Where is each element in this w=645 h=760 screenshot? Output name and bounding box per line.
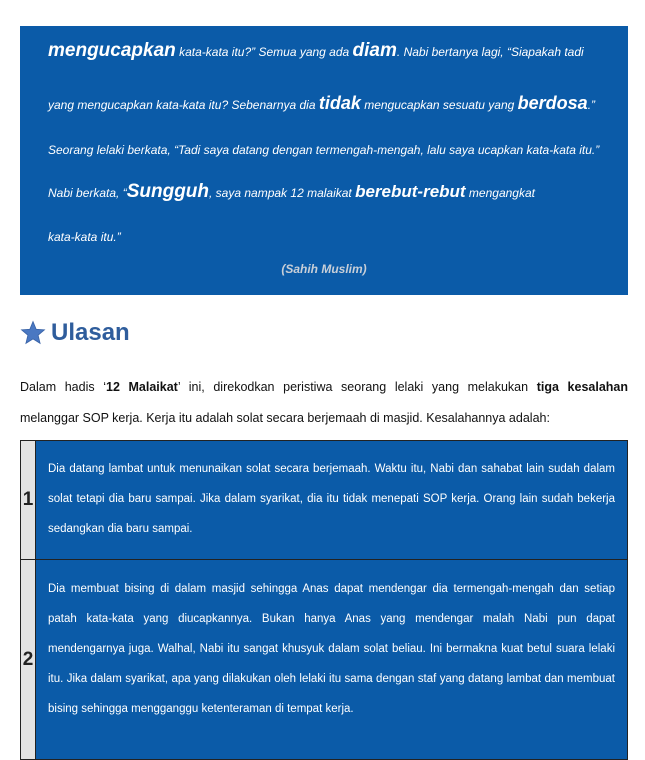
quote-text: . Nabi bertanya lagi, “Siapakah tadi	[396, 45, 584, 59]
intro-line	[20, 372, 628, 403]
quote-source: (Sahih Muslim)	[281, 262, 367, 276]
quote-emphasis: Sungguh	[126, 181, 210, 202]
intro-bold: 12 Malaikat	[106, 380, 178, 394]
intro-line: melanggar SOP kerja. Kerja itu adalah solat secara berjemaah di masjid. Kesalahannya adalah:	[20, 411, 550, 425]
quote-line	[48, 40, 584, 61]
quote-text: .”	[587, 98, 596, 112]
intro-text: ’ ini, direkodkan peristiwa seorang lelaki yang melakukan	[177, 380, 537, 394]
intro-text: Dalam hadis ‘	[20, 380, 106, 394]
quote-line	[48, 95, 595, 113]
quote-emphasis: tidak	[318, 93, 361, 113]
hadith-quote-box	[20, 26, 628, 295]
quote-emphasis: diam	[352, 40, 397, 61]
item-number: 2	[21, 560, 36, 759]
quote-emphasis: berebut-rebut	[355, 182, 466, 201]
list-item	[20, 441, 628, 560]
list-item	[20, 560, 628, 760]
quote-line: kata-kata itu.”	[48, 230, 121, 244]
quote-line: Seorang lelaki berkata, “Tadi saya datang dengan termengah-mengah, lalu saya ucapkan kata-kata itu.”	[48, 143, 600, 157]
section-heading	[20, 316, 130, 350]
quote-text: mengangkat	[465, 186, 535, 200]
intro-paragraph	[20, 372, 628, 434]
intro-bold: tiga kesalahan	[536, 380, 628, 394]
quote-text: Nabi berkata, “	[48, 186, 127, 200]
section-title: Ulasan	[51, 319, 130, 346]
quote-emphasis: mengucapkan	[48, 40, 176, 61]
quote-text: kata-kata itu?” Semua yang ada	[175, 45, 353, 59]
item-number: 1	[21, 441, 36, 559]
quote-text: yang mengucapkan kata-kata itu? Sebenarnya dia	[48, 98, 319, 112]
quote-emphasis: berdosa	[517, 93, 588, 113]
quote-text: mengucapkan sesuatu yang	[360, 98, 518, 112]
item-text: Dia membuat bising di dalam masjid sehingga Anas dapat mendengar dia termengah-mengah dan setiap patah kata-kata yang diucapkannya. Bukan hanya Anas yang mendengar malah Nabi pun dapat mendengarnya juga. Walhal, Nabi itu sangat khusyuk dalam solat beliau. Ini bermakna kuat betul suara lelaki itu. Jika dalam syarikat, apa yang dilakukan oleh lelaki itu sama dengan staf yang datang lambat dan membuat bising sehingga mengganggu ketenteraman di tempat kerja.	[36, 560, 627, 759]
star-icon	[20, 320, 46, 346]
quote-text: , saya nampak 12 malaikat	[209, 186, 356, 200]
mistakes-list	[20, 440, 628, 760]
item-text: Dia datang lambat untuk menunaikan solat secara berjemaah. Waktu itu, Nabi dan sahabat lain sudah dalam solat tetapi dia baru sampai. Jika dalam syarikat, dia itu tidak menepati SOP kerja. Orang lain sudah bekerja sedangkan dia baru sampai.	[36, 441, 627, 559]
quote-line	[48, 181, 535, 202]
